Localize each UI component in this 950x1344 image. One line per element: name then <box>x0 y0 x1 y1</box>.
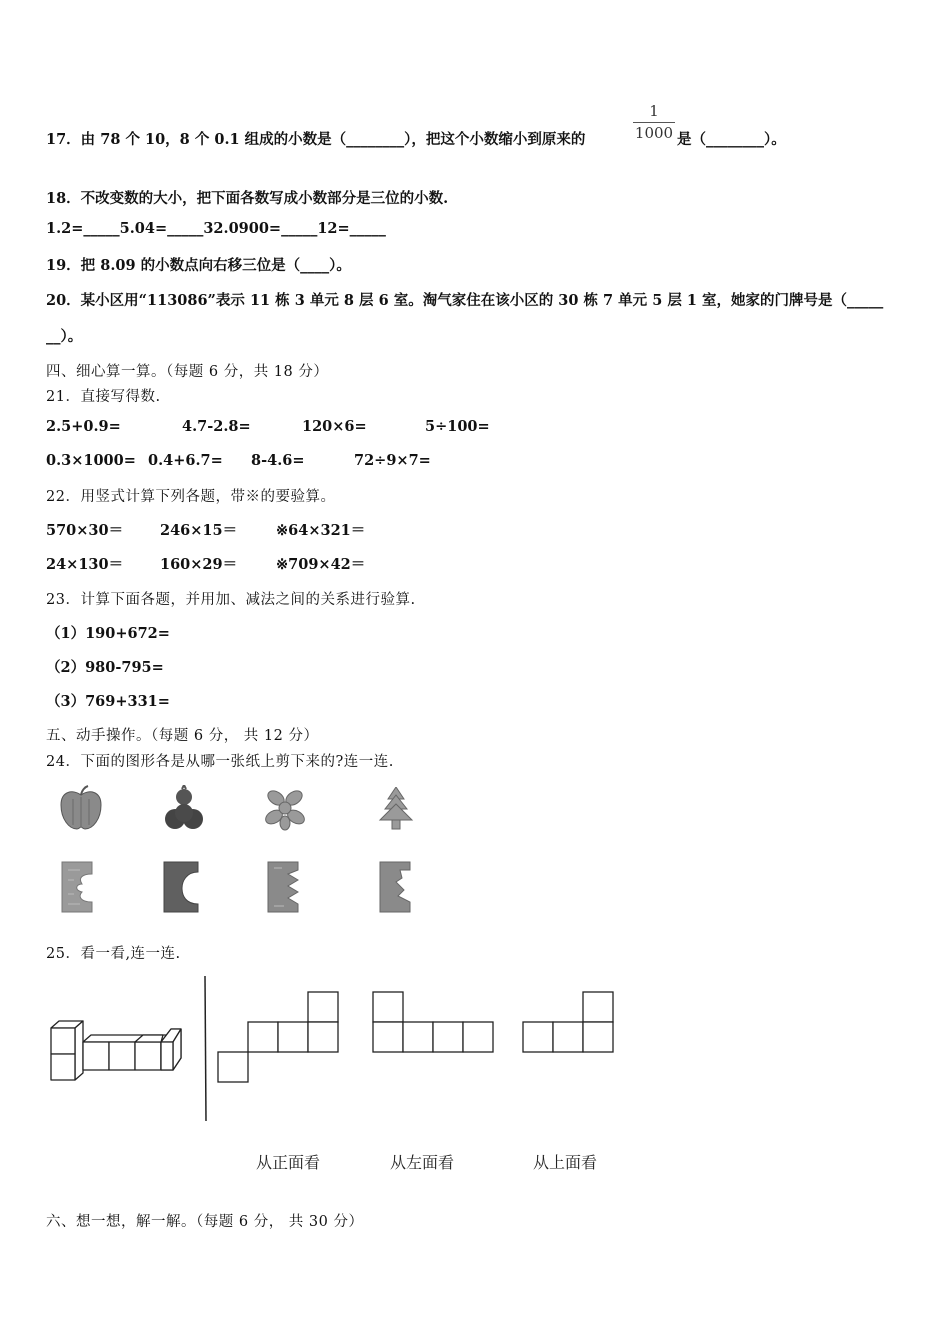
q21-stem: 21．直接写得数. <box>46 389 161 405</box>
q21-item: 4.7-2.8= <box>182 418 251 435</box>
gourd-cutout-icon <box>162 785 206 833</box>
q19-text: 19．把 8.09 的小数点向右移三位是（____）。 <box>46 257 351 274</box>
q22-stem: 22．用竖式计算下列各题，带※的要验算。 <box>46 489 336 505</box>
q23-item: （2）980-795= <box>46 659 164 676</box>
paper-with-hole-2-icon <box>162 860 200 914</box>
tree-cutout-icon <box>376 787 416 831</box>
q21-item: 5÷100= <box>425 418 490 435</box>
q25-stem: 25．看一看,连一连. <box>46 946 181 962</box>
q21-item: 0.4+6.7= <box>148 452 223 469</box>
view-shape-1 <box>216 989 342 1085</box>
q23-item: （1）190+672= <box>46 625 170 642</box>
section-4-heading: 四、细心算一算。（每题 6 分，共 18 分） <box>46 364 329 380</box>
q22-item: 570×30＝ <box>46 522 124 539</box>
paper-with-hole-1-icon <box>60 860 94 914</box>
section-5-heading: 五、动手操作。（每题 6 分， 共 12 分） <box>46 728 319 744</box>
q20-line1: 20．某小区用“113086”表示 11 栋 3 单元 8 层 6 室。淘气家住在该小区的 30 栋 7 单元 5 层 1 室，她家的门牌号是（_____ <box>46 292 884 309</box>
cube-structure-figure <box>48 1018 184 1084</box>
q21-item: 0.3×1000= <box>46 452 136 469</box>
q21-item: 2.5+0.9= <box>46 418 121 435</box>
vertical-divider <box>202 975 208 1123</box>
q17-text-end: 是（________）。 <box>677 131 786 148</box>
q23-stem: 23．计算下面各题，并用加、减法之间的关系进行验算. <box>46 592 416 608</box>
q21-item: 120×6= <box>302 418 367 435</box>
q18-items: 1.2=_____5.04=_____32.0900=_____12=_____ <box>46 220 386 237</box>
q21-item: 8-4.6= <box>251 452 305 469</box>
q21-item: 72÷9×7= <box>354 452 431 469</box>
q22-item: ※709×42＝ <box>276 556 366 573</box>
q22-item: 160×29＝ <box>160 556 238 573</box>
q23-item: （3）769+331= <box>46 693 170 710</box>
view-shape-2 <box>370 989 498 1055</box>
fraction-bar <box>633 122 675 123</box>
q20-line2: __）。 <box>46 328 83 345</box>
apple-cutout-icon <box>55 785 107 833</box>
view-label-front: 从正面看 <box>256 1153 321 1172</box>
q17-text: 17．由 78 个 10，8 个 0.1 组成的小数是（________），把这个小数缩小到原来的 <box>46 131 586 148</box>
fraction-denominator: 1000 <box>634 124 674 142</box>
flower-cutout-icon <box>262 787 308 831</box>
q22-item: 246×15＝ <box>160 522 238 539</box>
q22-item: 24×130＝ <box>46 556 124 573</box>
section-6-heading: 六、想一想，解一解。（每题 6 分， 共 30 分） <box>46 1214 364 1230</box>
view-label-top: 从上面看 <box>533 1153 598 1172</box>
view-shape-3 <box>519 989 617 1055</box>
paper-with-hole-4-icon <box>378 860 412 914</box>
q22-item: ※64×321＝ <box>276 522 366 539</box>
view-label-left: 从左面看 <box>390 1153 455 1172</box>
paper-with-hole-3-icon <box>266 860 300 914</box>
q24-stem: 24．下面的图形各是从哪一张纸上剪下来的?连一连. <box>46 754 394 770</box>
q17-fraction <box>633 101 675 142</box>
fraction-numerator: 1 <box>649 102 659 120</box>
q18-stem: 18．不改变数的大小，把下面各数写成小数部分是三位的小数. <box>46 190 449 207</box>
